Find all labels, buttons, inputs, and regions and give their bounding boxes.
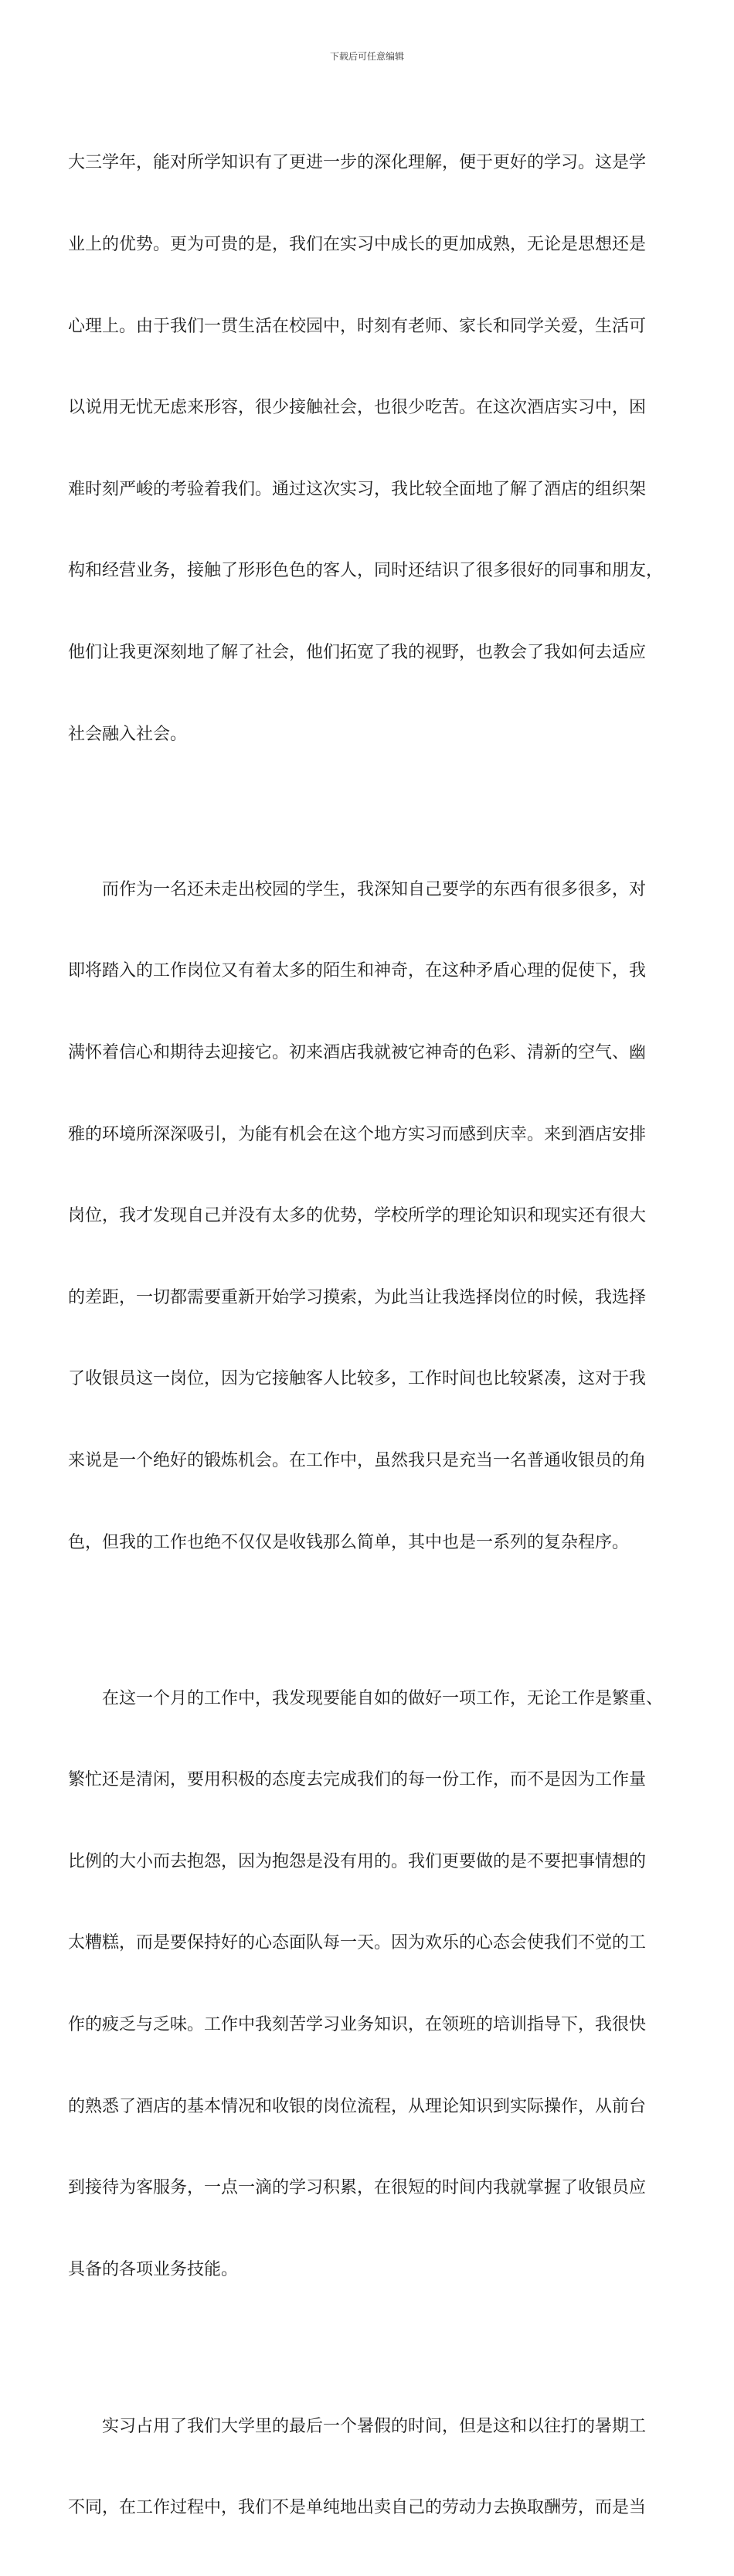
text-line: 心理上。由于我们一贯生活在校园中，时刻有老师、家长和同学关爱，生活可 <box>68 316 647 336</box>
text-line: 太糟糕，而是要保持好的心态面队每一天。因为欢乐的心态会使我们不觉的工 <box>68 1933 647 1953</box>
text-line: 的差距，一切都需要重新开始学习摸索，为此当让我选择岗位的时候，我选择 <box>68 1287 647 1307</box>
text-line: 即将踏入的工作岗位又有着太多的陌生和神奇，在这种矛盾心理的促使下，我 <box>68 961 647 981</box>
text-line: 繁忙还是清闲，要用积极的态度去完成我们的每一份工作，而不是因为工作量 <box>68 1770 647 1790</box>
text-line: 到接待为客服务，一点一滴的学习积累，在很短的时间内我就掌握了收银员应 <box>68 2178 647 2198</box>
text-line: 在这一个月的工作中，我发现要能自如的做好一项工作，无论工作是繁重、 <box>68 1688 664 1708</box>
text-line: 雅的环境所深深吸引，为能有机会在这个地方实习而感到庆幸。来到酒店安排 <box>68 1124 647 1144</box>
paragraph-2 <box>68 821 671 1610</box>
text-line: 以说用无忧无虑来形容，很少接触社会，也很少吃苦。在这次酒店实习中，困 <box>68 398 647 418</box>
text-line: 色，但我的工作也绝不仅仅是收钱那么简单，其中也是一系列的复杂程序。 <box>68 1532 630 1552</box>
text-line: 实习占用了我们大学里的最后一个暑假的时间，但是这和以往打的暑期工 <box>68 2416 647 2436</box>
document-body <box>68 95 671 2576</box>
text-line: 构和经营业务，接触了形形色色的客人，同时还结识了很多很好的同事和朋友， <box>68 561 664 581</box>
text-line: 难时刻严峻的考验着我们。通过这次实习，我比较全面地了解了酒店的组织架 <box>68 479 647 499</box>
paragraph-3 <box>68 1630 671 2337</box>
paragraph-4 <box>68 2358 671 2576</box>
text-line: 作的疲乏与乏味。工作中我刻苦学习业务知识，在领班的培训指导下，我很快 <box>68 2015 647 2035</box>
text-line: 大三学年，能对所学知识有了更进一步的深化理解，便于更好的学习。这是学 <box>68 153 647 173</box>
text-line: 岗位，我才发现自己并没有太多的优势，学校所学的理论知识和现实还有很大 <box>68 1206 647 1226</box>
text-line: 具备的各项业务技能。 <box>68 2259 239 2279</box>
page-header: 下载后可任意编辑 <box>329 51 404 62</box>
paragraph-1 <box>68 95 671 802</box>
text-line: 来说是一个绝好的锻炼机会。在工作中，虽然我只是充当一名普通收银员的角 <box>68 1450 647 1470</box>
text-line: 满怀着信心和期待去迎接它。初来酒店我就被它神奇的色彩、清新的空气、幽 <box>68 1042 647 1062</box>
text-line: 社会融入社会。 <box>68 724 188 744</box>
text-line: 的熟悉了酒店的基本情况和收银的岗位流程，从理论知识到实际操作，从前台 <box>68 2096 647 2116</box>
text-line: 了收银员这一岗位，因为它接触客人比较多，工作时间也比较紧凑，这对于我 <box>68 1369 647 1389</box>
text-line: 比例的大小而去抱怨，因为抱怨是没有用的。我们更要做的是不要把事情想的 <box>68 1851 647 1871</box>
text-line: 业上的优势。更为可贵的是，我们在实习中成长的更加成熟，无论是思想还是 <box>68 235 647 255</box>
text-line: 而作为一名还未走出校园的学生，我深知自己要学的东西有很多很多，对 <box>68 879 647 899</box>
text-line: 他们让我更深刻地了解了社会，他们拓宽了我的视野，也教会了我如何去适应 <box>68 643 647 663</box>
text-line: 不同，在工作过程中，我们不是单纯地出卖自己的劳动力去换取酬劳，而是当 <box>68 2498 647 2518</box>
